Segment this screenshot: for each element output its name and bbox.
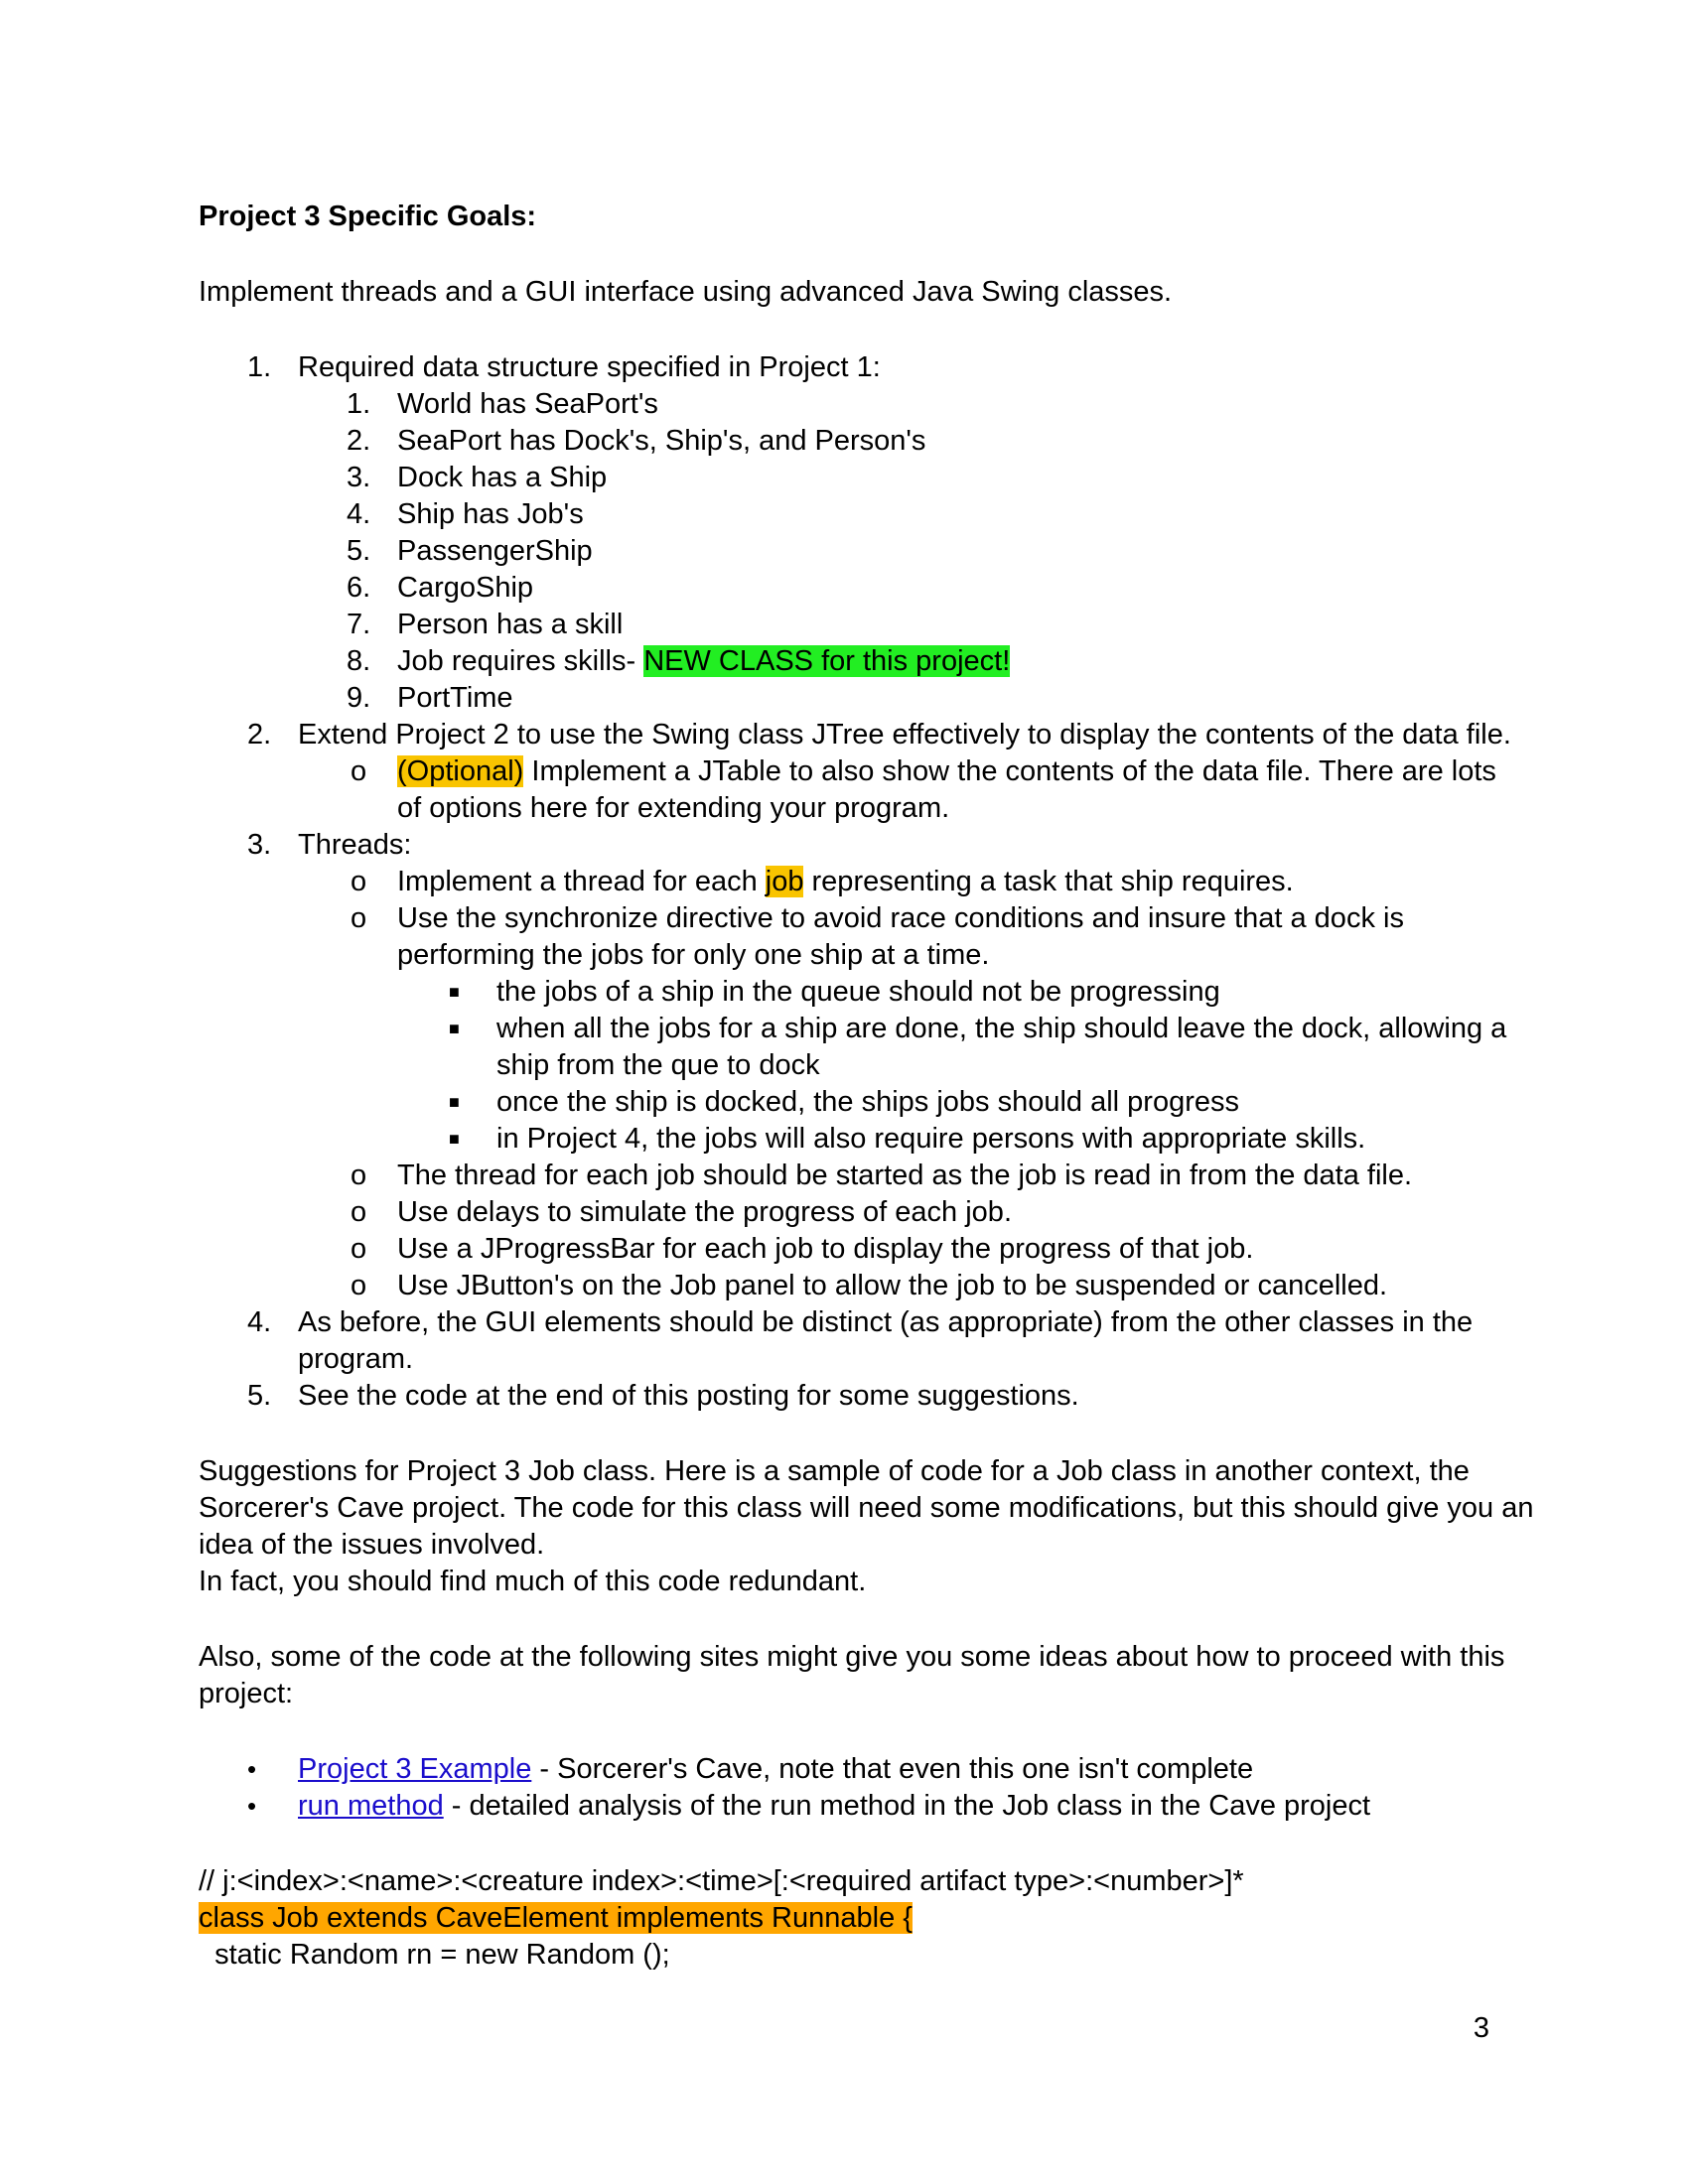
link-description: - detailed analysis of the run method in the Job class in the Cave project [443, 1790, 1371, 1822]
sublist-item: World has SeaPort's [397, 388, 658, 420]
square-bullet: ■ [449, 1092, 460, 1112]
sublist-number: 2. [347, 425, 371, 457]
sublist-number: 8. [347, 645, 371, 677]
sublist-item: Use delays to simulate the progress of each job. [397, 1196, 1012, 1228]
list-item: Required data structure specified in Project 1: [298, 351, 881, 383]
sublist-item [397, 864, 1294, 900]
code-line: static Random rn = new Random (); [199, 1939, 670, 1971]
sublist-item-text: Job requires skills- [397, 645, 636, 677]
new-class-highlight: NEW CLASS for this project! [643, 645, 1011, 677]
also-paragraph: project: [199, 1678, 294, 1709]
code-comment: // j:<index>:<name>:<creature index>:<time>[:<required artifact type>:<number>]* [199, 1865, 1244, 1897]
sublist-item-continuation: of options here for extending your program. [397, 792, 950, 824]
suggestions-paragraph: idea of the issues involved. [199, 1529, 545, 1561]
sublist-number: 1. [347, 388, 371, 420]
sublist-item [397, 643, 1010, 680]
project-3-example-link[interactable]: Project 3 Example [298, 1753, 532, 1785]
sublist-item-continuation: performing the jobs for only one ship at a time. [397, 939, 990, 971]
job-highlight: job [765, 866, 804, 897]
list-number: 1. [247, 351, 272, 383]
subsublist-item: once the ship is docked, the ships jobs should all progress [496, 1086, 1239, 1118]
sublist-item: PortTime [397, 682, 513, 714]
sublist-number: 7. [347, 609, 371, 640]
sublist-item: Use the synchronize directive to avoid race conditions and insure that a dock is [397, 902, 1404, 934]
square-bullet: ■ [449, 982, 460, 1002]
optional-highlight: (Optional) [397, 755, 524, 787]
page-number: 3 [1473, 2012, 1489, 2044]
link-list-item [298, 1751, 1253, 1788]
square-bullet: ■ [449, 1019, 460, 1038]
subsublist-item: when all the jobs for a ship are done, the ship should leave the dock, allowing a [496, 1013, 1507, 1044]
sublist-item: Use a JProgressBar for each job to display the progress of that job. [397, 1233, 1254, 1265]
subsublist-item-continuation: ship from the que to dock [496, 1049, 820, 1081]
sublist-number: 6. [347, 572, 371, 604]
list-number: 3. [247, 829, 272, 861]
class-declaration-highlight: class Job extends CaveElement implements Runnable { [199, 1902, 913, 1934]
circle-bullet: o [351, 866, 367, 897]
list-number: 5. [247, 1380, 272, 1412]
sublist-item: Ship has Job's [397, 498, 584, 530]
sublist-item-text: representing a task that ship requires. [803, 866, 1294, 897]
sublist-item: Use JButton's on the Job panel to allow the job to be suspended or cancelled. [397, 1270, 1388, 1301]
list-item: Threads: [298, 829, 412, 861]
sublist-item: Dock has a Ship [397, 462, 608, 493]
list-number: 4. [247, 1306, 272, 1338]
sublist-number: 4. [347, 498, 371, 530]
list-item: As before, the GUI elements should be distinct (as appropriate) from the other classes in the [298, 1306, 1474, 1338]
sublist-item-text: Implement a JTable to also show the contents of the data file. There are lots [523, 755, 1496, 787]
sublist-item: CargoShip [397, 572, 534, 604]
link-list-item [298, 1788, 1370, 1825]
suggestions-paragraph: Sorcerer's Cave project. The code for this class will need some modifications, but this should give you an [199, 1492, 1534, 1524]
subsublist-item: the jobs of a ship in the queue should not be progressing [496, 976, 1220, 1008]
sublist-number: 9. [347, 682, 371, 714]
link-description: - Sorcerer's Cave, note that even this one isn't complete [531, 1753, 1254, 1785]
subsublist-item: in Project 4, the jobs will also require persons with appropriate skills. [496, 1123, 1366, 1155]
suggestions-paragraph: Suggestions for Project 3 Job class. Here is a sample of code for a Job class in another context, the [199, 1455, 1470, 1487]
list-item: See the code at the end of this posting for some suggestions. [298, 1380, 1079, 1412]
intro-paragraph: Implement threads and a GUI interface using advanced Java Swing classes. [199, 276, 1173, 308]
disc-bullet: • [247, 1754, 257, 1784]
code-line [199, 1900, 913, 1937]
circle-bullet: o [351, 755, 367, 787]
list-item: Extend Project 2 to use the Swing class JTree effectively to display the contents of the data file. [298, 719, 1511, 751]
circle-bullet: o [351, 1270, 367, 1301]
circle-bullet: o [351, 1233, 367, 1265]
sublist-number: 5. [347, 535, 371, 567]
circle-bullet: o [351, 902, 367, 934]
disc-bullet: • [247, 1791, 257, 1821]
sublist-item [397, 753, 1496, 790]
sublist-item-text: Implement a thread for each [397, 866, 766, 897]
suggestions-paragraph: In fact, you should find much of this code redundant. [199, 1566, 867, 1597]
circle-bullet: o [351, 1160, 367, 1191]
run-method-link[interactable]: run method [298, 1790, 444, 1822]
sublist-item: Person has a skill [397, 609, 624, 640]
list-number: 2. [247, 719, 272, 751]
heading: Project 3 Specific Goals: [199, 201, 537, 232]
sublist-item: SeaPort has Dock's, Ship's, and Person's [397, 425, 926, 457]
sublist-number: 3. [347, 462, 371, 493]
sublist-item: The thread for each job should be started as the job is read in from the data file. [397, 1160, 1413, 1191]
also-paragraph: Also, some of the code at the following sites might give you some ideas about how to proceed with this [199, 1641, 1505, 1673]
circle-bullet: o [351, 1196, 367, 1228]
sublist-item: PassengerShip [397, 535, 593, 567]
list-item-continuation: program. [298, 1343, 414, 1375]
square-bullet: ■ [449, 1129, 460, 1149]
